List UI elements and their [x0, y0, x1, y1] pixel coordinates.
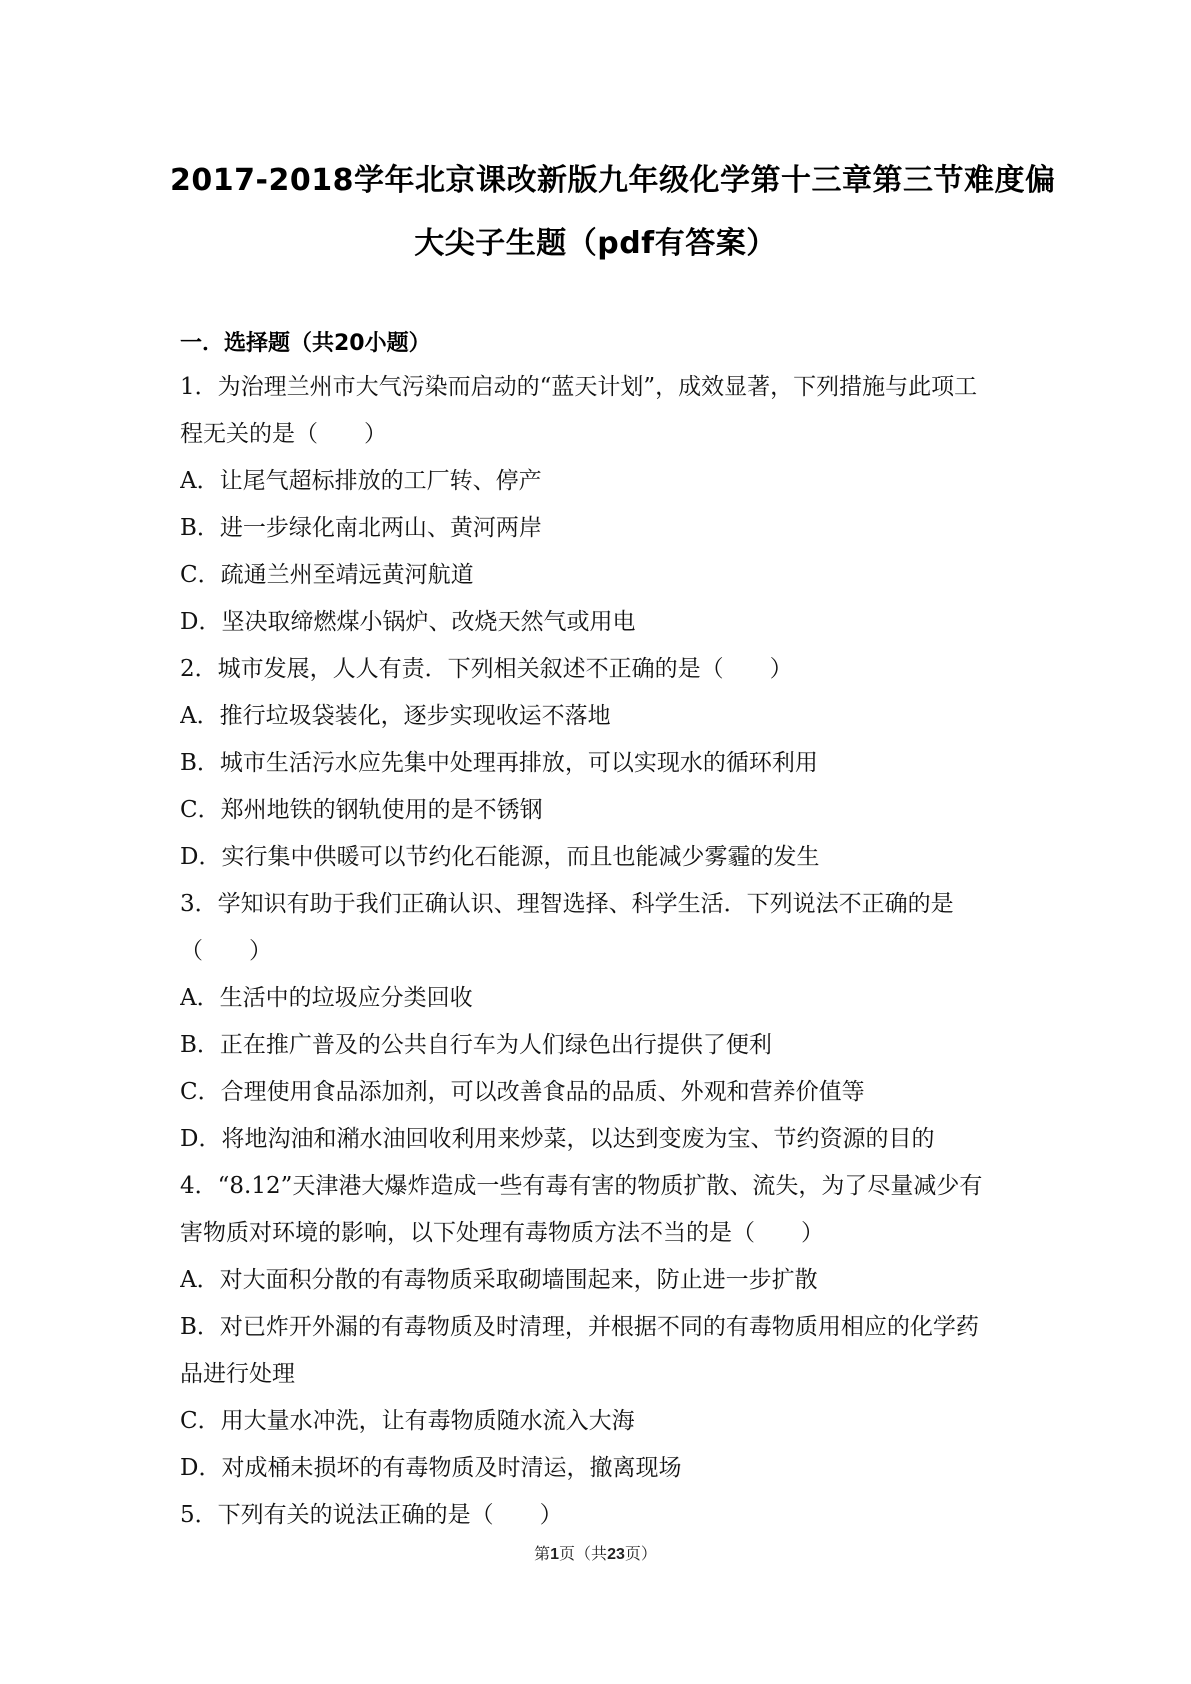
question-stem-line: 3．学知识有助于我们正确认识、理智选择、科学生活．下列说法不正确的是: [180, 891, 954, 917]
page-footer: [0, 1541, 1191, 1564]
option-b: B．正在推广普及的公共自行车为人们绿色出行提供了便利: [180, 1032, 772, 1058]
option-c: C．用大量水冲洗，让有毒物质随水流入大海: [180, 1408, 635, 1434]
question-stem-line: 害物质对环境的影响，以下处理有毒物质方法不当的是（ ）: [180, 1220, 824, 1246]
option-c: C．郑州地铁的钢轨使用的是不锈钢: [180, 797, 543, 823]
document-title-line-2: 大尖子生题（pdf有答案）: [414, 226, 777, 261]
section-heading: 一．选择题（共20小题）: [180, 331, 431, 356]
footer-total-pages: 23: [607, 1546, 625, 1563]
footer-suffix: 页）: [624, 1544, 657, 1563]
question-5: [180, 1492, 1010, 1539]
question-stem-line: 5．下列有关的说法正确的是（ ）: [180, 1502, 563, 1528]
footer-prefix: 第: [534, 1544, 551, 1563]
option-b: B．城市生活污水应先集中处理再排放，可以实现水的循环利用: [180, 750, 818, 776]
option-a: A．对大面积分散的有毒物质采取砌墙围起来，防止进一步扩散: [180, 1267, 818, 1293]
question-stem-line: 4．“8.12”天津港大爆炸造成一些有毒有害的物质扩散、流失，为了尽量减少有: [180, 1173, 983, 1199]
question-stem-line: （ ）: [180, 938, 272, 964]
option-c: C．疏通兰州至靖远黄河航道: [180, 562, 474, 588]
option-a: A．让尾气超标排放的工厂转、停产: [180, 468, 542, 494]
footer-middle: 页（共: [559, 1544, 608, 1563]
option-d: D．将地沟油和潲水油回收利用来炒菜，以达到变废为宝、节约资源的目的: [180, 1126, 935, 1152]
question-stem-line: 程无关的是（ ）: [180, 421, 387, 447]
question-1: [180, 364, 1010, 646]
question-3: [180, 881, 1010, 1163]
question-2: [180, 646, 1010, 881]
option-a: A．生活中的垃圾应分类回收: [180, 985, 473, 1011]
option-d: D．实行集中供暖可以节约化石能源，而且也能减少雾霾的发生: [180, 844, 820, 870]
footer-page-number: 1: [550, 1546, 560, 1563]
option-b-continued: 品进行处理: [180, 1361, 295, 1387]
option-a: A．推行垃圾袋装化，逐步实现收运不落地: [180, 703, 611, 729]
question-list: [180, 364, 1010, 1539]
option-c: C．合理使用食品添加剂，可以改善食品的品质、外观和营养价值等: [180, 1079, 865, 1105]
question-stem-line: 2．城市发展，人人有责．下列相关叙述不正确的是（ ）: [180, 656, 793, 682]
question-stem-line: 1．为治理兰州市大气污染而启动的“蓝天计划”，成效显著，下列措施与此项工: [180, 374, 978, 400]
document-title-line-1: 2017-2018学年北京课改新版九年级化学第十三章第三节难度偏: [170, 163, 1056, 198]
option-d: D．坚决取缔燃煤小锅炉、改烧天然气或用电: [180, 609, 636, 635]
option-b: B．对已炸开外漏的有毒物质及时清理，并根据不同的有毒物质用相应的化学药: [180, 1314, 979, 1340]
option-d: D．对成桶未损坏的有毒物质及时清运，撤离现场: [180, 1455, 682, 1481]
option-b: B．进一步绿化南北两山、黄河两岸: [180, 515, 542, 541]
question-4: [180, 1163, 1010, 1492]
